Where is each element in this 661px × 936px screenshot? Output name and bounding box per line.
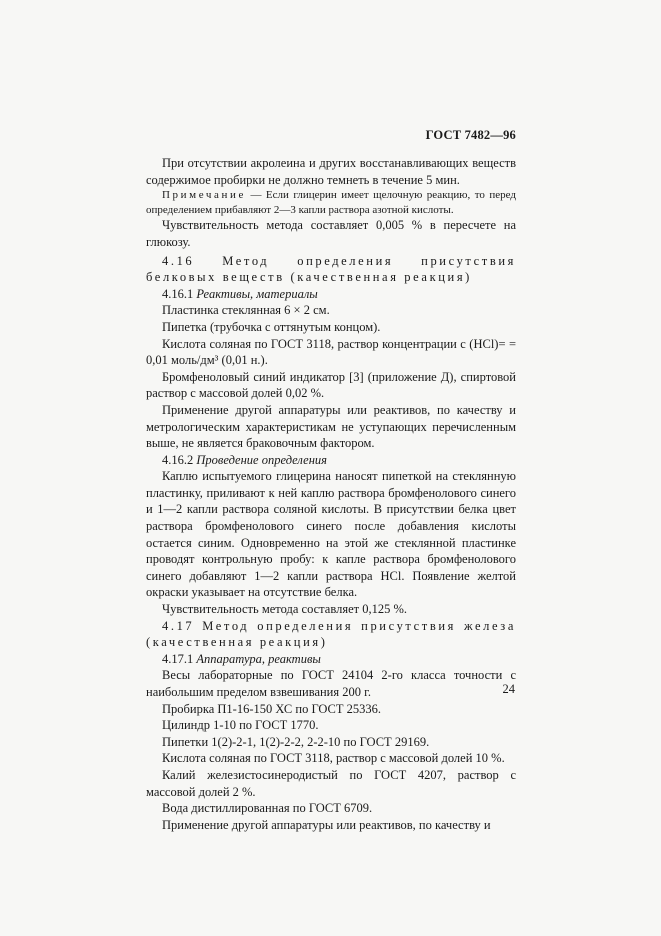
note-label: Примечание [162,189,246,202]
paragraph-bromophenol-indicator: Бромфеноловый синий индикатор [3] (приложение Д), спиртовой раствор с массовой долей 0,02 %. [146,369,516,401]
section-4-16-1-heading [146,286,516,303]
section-4-16-heading: 4.16 Метод определения присутствия белковых веществ (качественная реакция) [146,253,516,285]
paragraph-scales: Весы лабораторные по ГОСТ 24104 2-го класса точности с наибольшим пределом взвешивания 200 г. [146,668,516,699]
paragraph-pipettes: Пипетки 1(2)-2-1, 1(2)-2-2, 2-2-10 по ГОСТ 29169. [162,734,430,749]
paragraph-pipette: Пипетка (трубочка с оттянутым концом). [162,319,381,334]
document-body [146,155,516,833]
section-4-17-heading: 4.17 Метод определения присутствия железа (качественная реакция) [146,618,516,650]
section-4-16-2-heading [146,452,516,469]
section-number: 4.16.2 [162,452,197,467]
paragraph-hcl-10: Кислота соляная по ГОСТ 3118, раствор с массовой долей 10 %. [162,751,505,766]
paragraph-alternative-equipment-2: Применение другой аппаратуры или реактивов, по качеству и [162,817,491,832]
section-title: Проведение определения [196,452,327,467]
paragraph-acrolein-result: При отсутствии акролеина и других восстанавливающих веществ содержимое пробирки не должно темнеть в течение 5 мин. [146,156,516,187]
note [146,188,516,217]
section-title: Аппаратура, реактивы [196,651,321,666]
section-4-17-1-heading [146,651,516,668]
paragraph-distilled-water: Вода дистиллированная по ГОСТ 6709. [162,801,373,816]
page-number: 24 [502,682,515,696]
section-number: 4.17.1 [162,651,197,666]
paragraph-sensitivity-protein: Чувствительность метода составляет 0,125 %. [162,602,407,617]
paragraph-hcl-solution: Кислота соляная по ГОСТ 3118, раствор концентрации c (HCl)= = 0,01 моль/дм³ (0,01 н.). [146,336,516,368]
paragraph-test-tube: Пробирка П1-16-150 ХС по ГОСТ 25336. [162,701,382,716]
paragraph-sensitivity-glucose: Чувствительность метода составляет 0,005 % в пересчете на глюкозу. [146,218,516,249]
paragraph-alternative-equipment: Применение другой аппаратуры или реактивов, по качеству и метрологическим характеристикам не уступающих перечисленным выше, не является браковочным фактором. [146,402,516,451]
paragraph-potassium-ferrocyanide: Калий железистосинеродистый по ГОСТ 4207, раствор с массовой долей 2 %. [146,767,516,799]
section-number: 4.16.1 [162,286,197,301]
document-header: ГОСТ 7482—96 [425,128,516,142]
paragraph-glass-plate: Пластинка стеклянная 6 × 2 см. [162,303,330,318]
section-title: Реактивы, материалы [196,286,318,301]
paragraph-cylinder: Цилиндр 1-10 по ГОСТ 1770. [162,718,319,733]
note-text: — Если глицерин имеет щелочную реакцию, то перед определением прибавляют 2—3 капли раствора азотной кислоты. [146,189,516,216]
paragraph-procedure: Каплю испытуемого глицерина наносят пипеткой на стеклянную пластинку, приливают к ней каплю раствора бромфенолового синего и 1—2 капли раствора соляной кислоты. В присутствии белка цвет раствора бромфенолового синего после добавления кислоты остается синим. Одновременно на этой же стеклянной пластинке проводят контрольную пробу: к капле раствора бромфенолового синего добавляют 1—2 капли раствора HCl. Появление желтой окраски указывает на отсутствие белка. [146,469,516,600]
